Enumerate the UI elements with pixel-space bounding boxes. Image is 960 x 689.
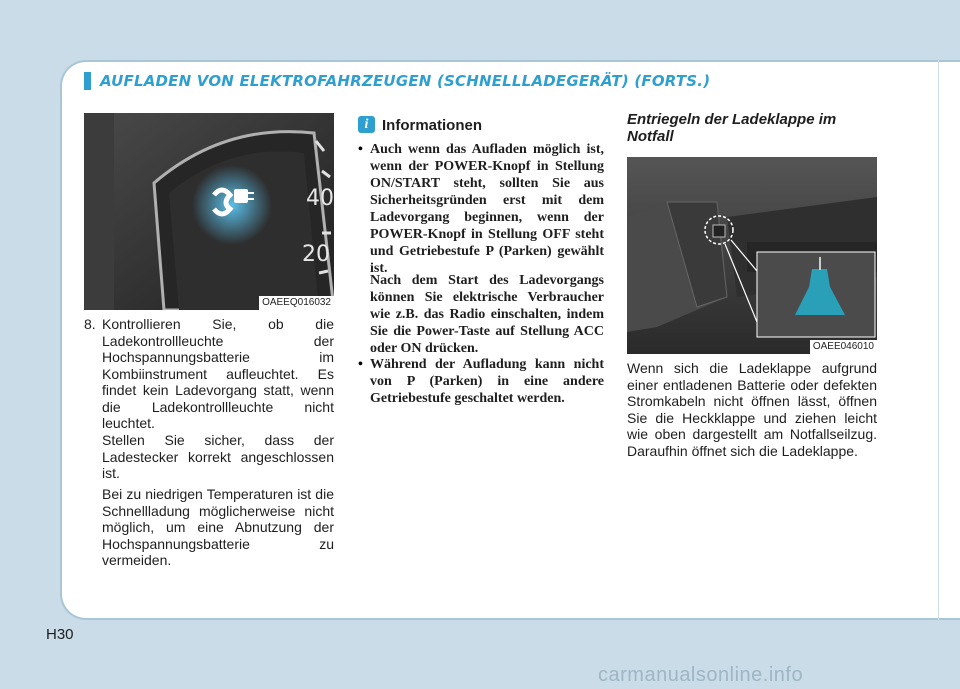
emergency-release-text: Wenn sich die Ladeklappe aufgrund einer entladenen Batterie oder defekten Stromkabeln nicht öffnen lässt, öffnen Sie die Heckklappe und ziehen leicht wie oben dargestellt am Notfallseilzug. Daraufhin öffnet sich die Ladeklappe.: [627, 360, 877, 459]
info-icon: i: [358, 116, 375, 133]
trunk-image: [627, 157, 877, 354]
step-text: Kontrollieren Sie, ob die Ladekontrollleuchte der Hochspannungsbatterie im Kombiinstrument aufleuchtet. Es findet kein Ladevorgang statt, wenn die Ladekontrollleuchte nicht leuchtet.: [102, 316, 334, 431]
info-bullet-gear: Während der Aufladung kann nicht von P (Parken) in eine andere Getriebestufe geschaltet werden.: [370, 357, 604, 406]
header-accent-bar: [84, 72, 91, 90]
cluster-image: [84, 113, 334, 310]
info-bullet-accessories: Nach dem Start des Ladevorgangs können Sie elektrische Verbraucher wie z.B. das Radio einschalten, indem Sie die Power-Taste auf Stellung ACC oder ON drücken.: [370, 273, 604, 356]
watermark: carmanualsonline.info: [598, 664, 804, 686]
step-note-connector: Stellen Sie sicher, dass der Ladestecker korrekt angeschlossen ist.: [102, 432, 334, 481]
step-note-temperature: Bei zu niedrigen Temperaturen ist die Schnellladung möglicherweise nicht möglich, um eine Abnutzung der Hochspannungsbatterie zu vermeiden.: [102, 486, 334, 568]
section-header: [84, 70, 940, 92]
step-number: 8.: [84, 316, 96, 332]
trunk-release-illustration: [627, 157, 877, 354]
panel-divider: [938, 60, 939, 620]
info-bullet-power-button: Auch wenn das Aufladen möglich ist, wenn der POWER-Knopf in Stellung ON/START steht, sollten Sie aus Sicherheitsgründen erst mit dem Ladevorgang beginnen, wenn der POWER-Knopf in Stellung OFF steht und Getriebestufe P (Parken) gewählt ist.: [370, 142, 604, 276]
gauge-label-40: 40: [306, 186, 334, 211]
section-title: AUFLADEN VON ELEKTROFAHRZEUGEN (SCHNELLLADEGERÄT) (FORTS.): [100, 72, 711, 90]
gauge-label-20: 20: [302, 242, 330, 267]
image-caption: OAEEQ016032: [259, 296, 334, 310]
emergency-release-title: Entriegeln der Ladeklappe im Notfall: [627, 111, 837, 145]
bullet-marker: •: [358, 357, 363, 372]
image-caption: OAEE046010: [810, 340, 877, 354]
info-title: Informationen: [382, 117, 482, 134]
page-number: H30: [46, 626, 74, 643]
instrument-cluster-illustration: [84, 113, 334, 310]
bullet-marker: •: [358, 142, 363, 157]
